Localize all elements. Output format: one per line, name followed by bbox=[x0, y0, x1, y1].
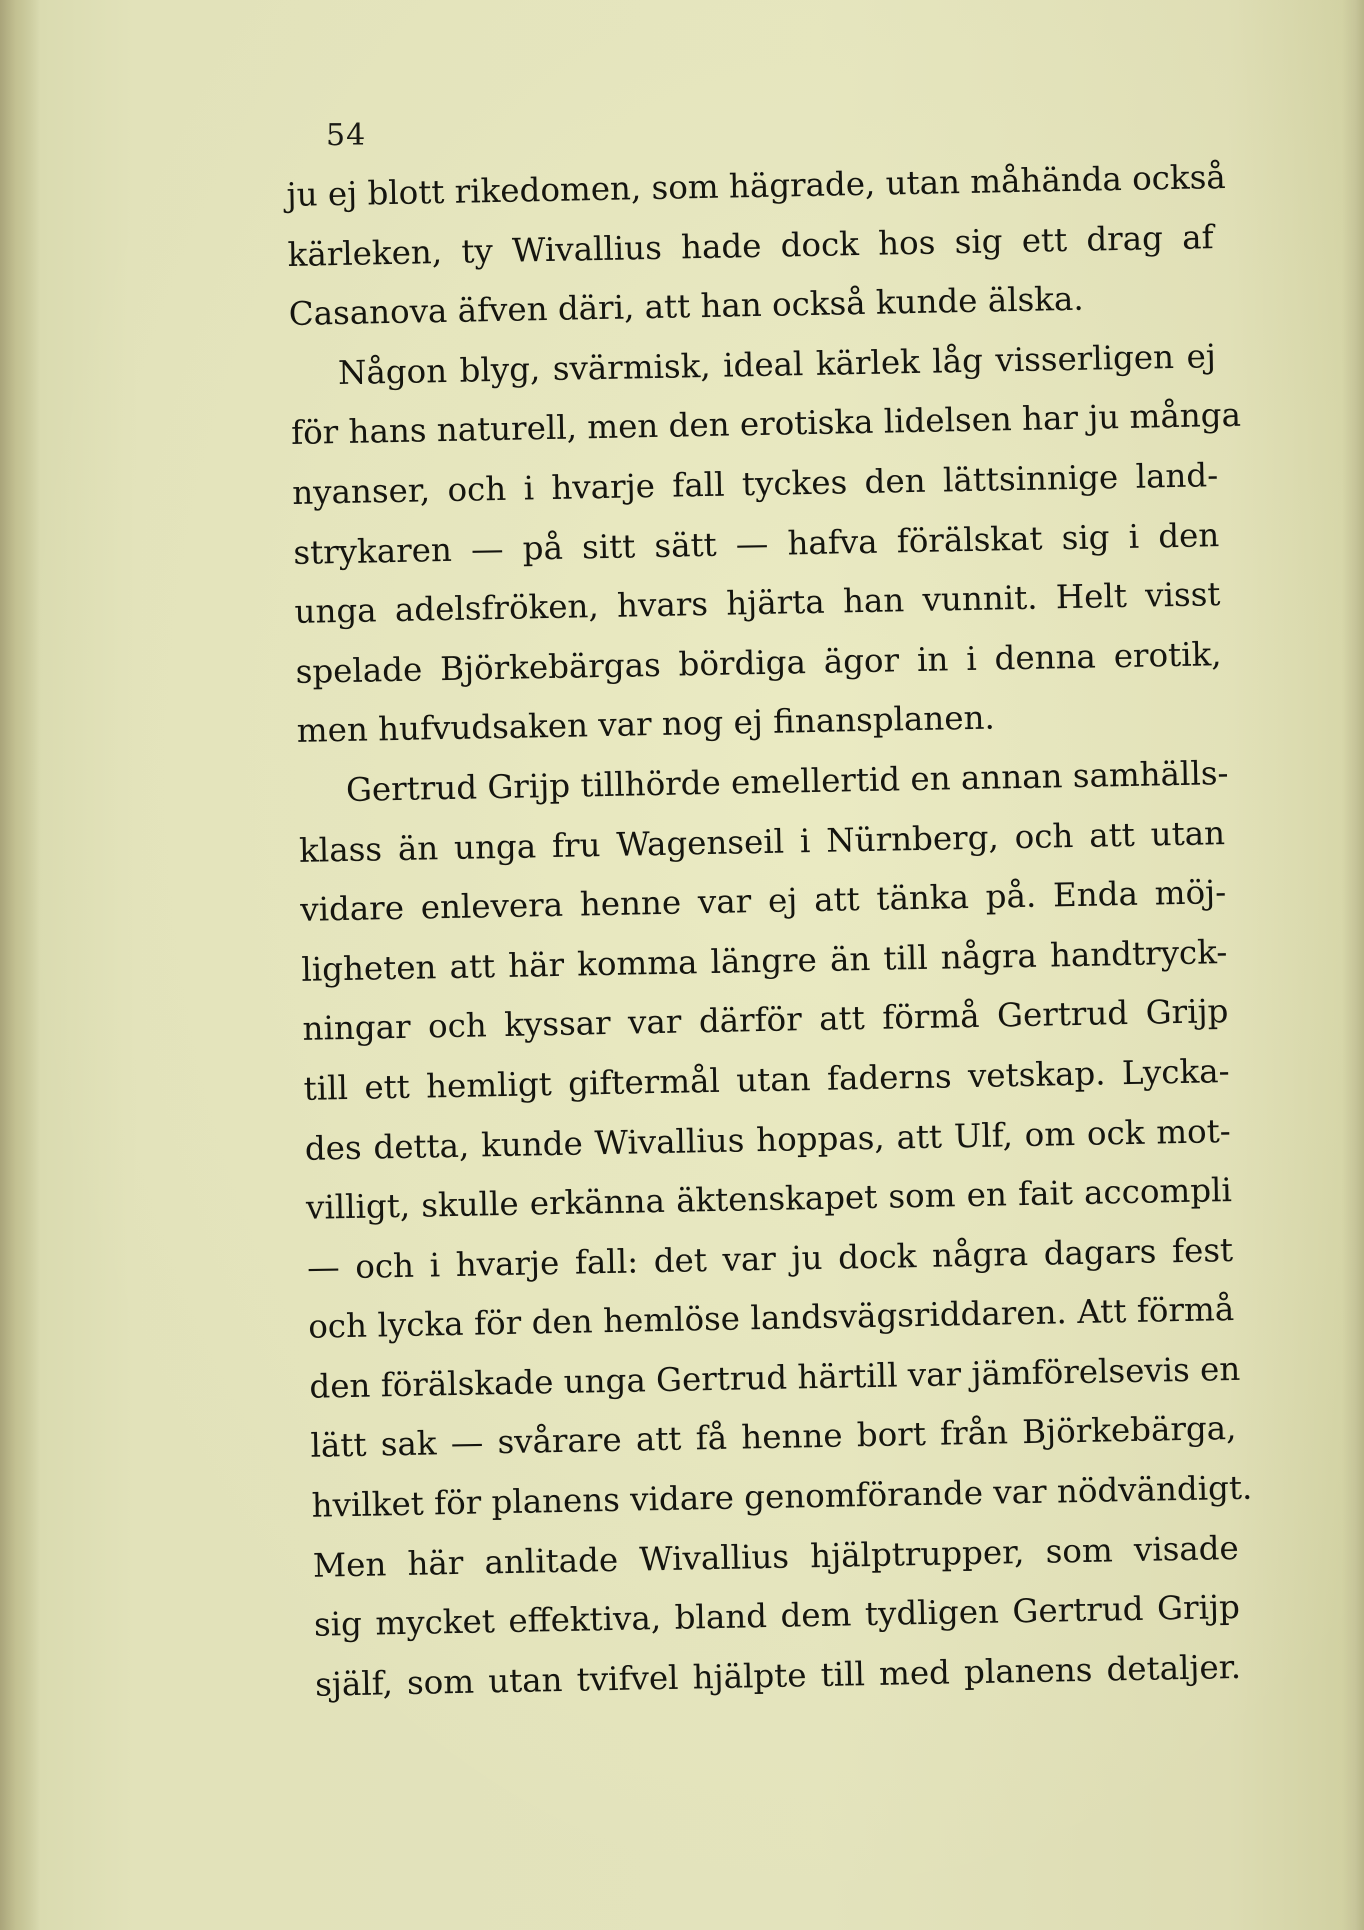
text-line: strykaren — på sitt sätt — hafva förälskat sig i den bbox=[293, 515, 1220, 572]
text-line: nyanser, och i hvarje fall tyckes den lättsinnige land- bbox=[291, 456, 1219, 512]
text-line: unga adelsfröken, hvars hjärta han vunnit. Helt visst bbox=[294, 575, 1221, 632]
text-line: — och i hvarje fall: det var ju dock några dagars fest bbox=[306, 1230, 1234, 1287]
text-line: ligheten att här komma längre än till några handtryck- bbox=[301, 932, 1228, 989]
text-line: lätt sak — svårare att få henne bort från Björkebärga, bbox=[310, 1409, 1237, 1466]
page-number: 54 bbox=[326, 118, 367, 153]
text-line: villigt, skulle erkänna äktenskapet som en fait accompli bbox=[305, 1171, 1233, 1227]
text-line: kärleken, ty Wivallius hade dock hos sig ett drag af bbox=[287, 217, 1214, 274]
page-spine-shadow bbox=[0, 0, 40, 1930]
text-line: Casanova äfven däri, att han också kunde älska. bbox=[288, 279, 1084, 334]
text-line: själf, som utan tvifvel hjälpte till med planens detaljer. bbox=[314, 1647, 1242, 1704]
text-line: till ett hemligt giftermål utan faderns vetskap. Lycka- bbox=[303, 1051, 1230, 1108]
text-line: Men här anlitade Wivallius hjälptrupper, som visade bbox=[312, 1528, 1240, 1585]
text-line: och lycka för den hemlöse landsvägsriddaren. Att förmå bbox=[307, 1290, 1235, 1347]
text-line: den förälskade unga Gertrud härtill var jämförelsevis en bbox=[309, 1349, 1241, 1406]
text-line: men hufvudsaken var nog ej finansplanen. bbox=[296, 698, 996, 751]
text-line: ju ej blott rikedomen, som hägrade, utan måhända också bbox=[286, 157, 1227, 214]
text-line: Gertrud Grijp tillhörde emellertid en annan samhälls- bbox=[345, 753, 1229, 809]
text-line: för hans naturell, men den erotiska lidelsen har ju många bbox=[290, 396, 1242, 453]
text-line: hvilket för planens vidare genomförande var nödvändigt. bbox=[311, 1468, 1253, 1525]
body-text bbox=[286, 148, 1253, 1715]
text-line: Någon blyg, svärmisk, ideal kärlek låg visserligen ej bbox=[337, 336, 1217, 392]
text-line: vidare enlevera henne var ej att tänka på. Enda möj- bbox=[299, 873, 1227, 929]
text-line: spelade Björkebärgas bördiga ägor in i denna erotik, bbox=[295, 634, 1222, 691]
text-line: ningar och kyssar var därför att förmå Gertrud Grijp bbox=[302, 992, 1229, 1049]
text-line: sig mycket effektiva, bland dem tydligen Gertrud Grijp bbox=[313, 1588, 1241, 1644]
text-line: klass än unga fru Wagenseil i Nürnberg, och att utan bbox=[298, 813, 1226, 870]
text-line: des detta, kunde Wivallius hoppas, att Ulf, om ock mot- bbox=[304, 1111, 1232, 1168]
page-edge-shadow bbox=[1342, 0, 1364, 1930]
